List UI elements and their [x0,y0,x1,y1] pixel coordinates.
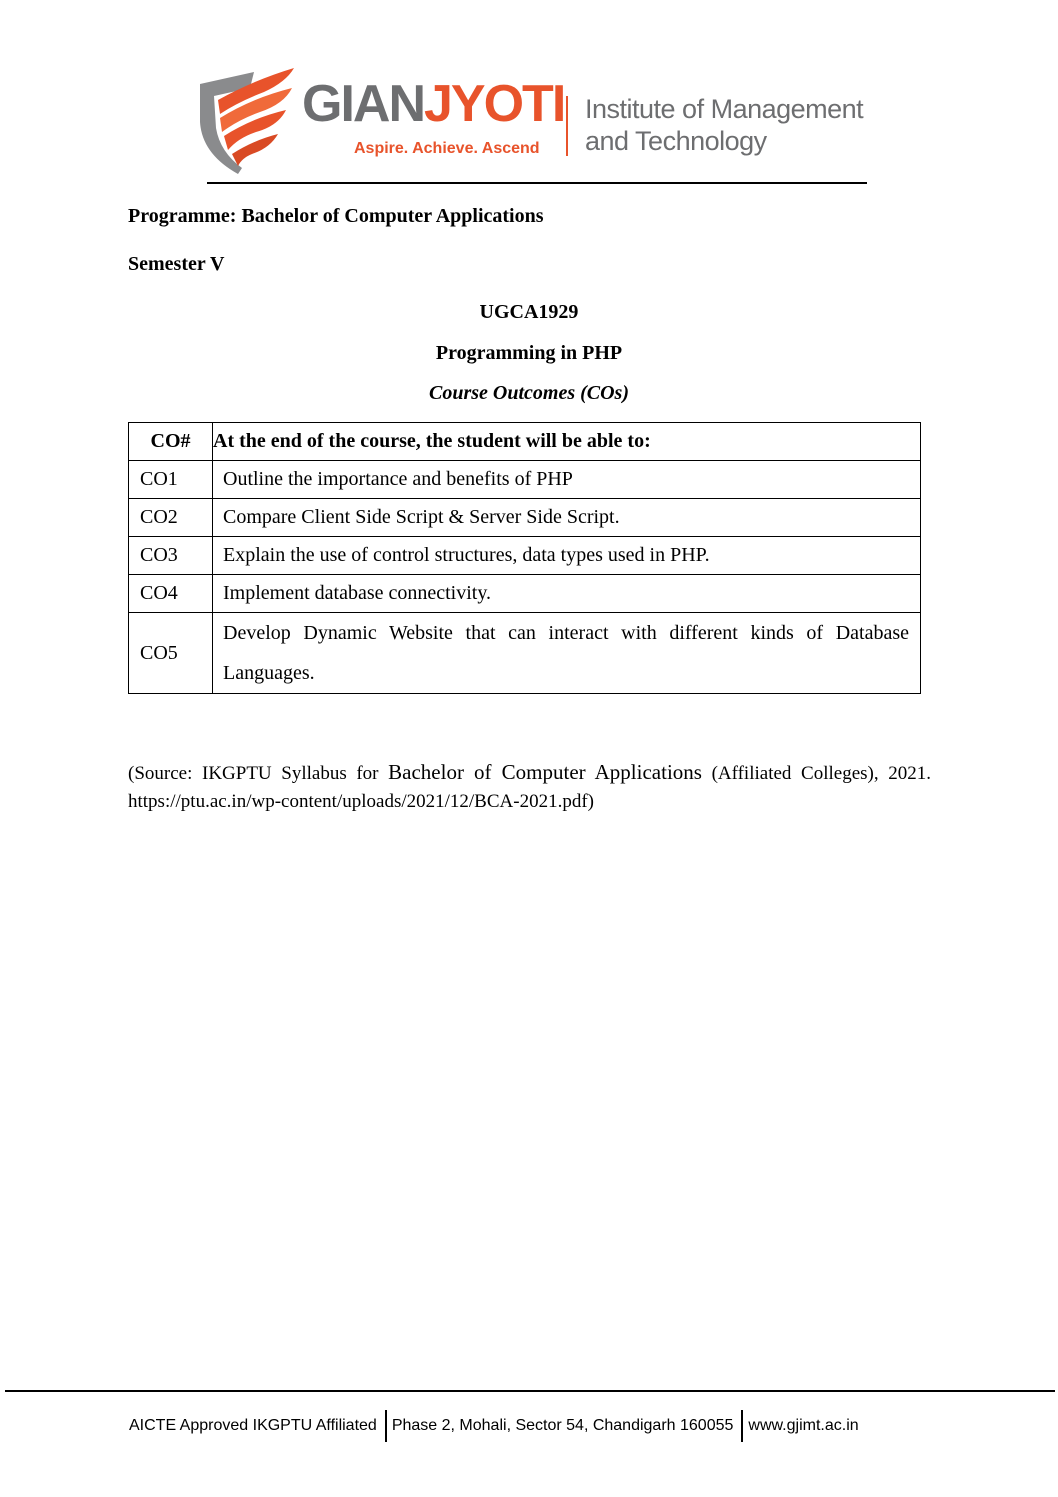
co-id-cell: CO4 [129,575,213,613]
institute-name-line2: and Technology [585,126,767,156]
co-id-cell: CO3 [129,537,213,575]
semester-line: Semester V [128,253,225,275]
outcomes-heading: Course Outcomes (COs) [428,382,629,404]
logo-tagline: Aspire. Achieve. Ascend [354,140,540,157]
course-code: UGCA1929 [479,301,579,323]
co-text-cell: Implement database connectivity. [213,575,921,613]
table-row [129,461,921,499]
table-row [129,613,921,694]
logo-divider [566,96,568,156]
column-header-outcome: At the end of the course, the student will be able to: [213,423,921,461]
co-id-cell: CO5 [129,613,213,694]
footer-address: Phase 2, Mohali, Sector 54, Chandigarh 160055 [391,1417,734,1434]
logo-wordmark: GIANJYOTI [302,75,565,133]
footer-separator [385,1410,387,1442]
institute-name-line1: Institute of Management [585,94,864,124]
source-citation [128,758,931,816]
course-title: Programming in PHP [435,342,623,364]
header-rule [207,182,867,184]
column-header-co: CO# [129,423,213,461]
programme-line: Programme: Bachelor of Computer Applications [128,205,544,227]
footer-rule [5,1390,1055,1392]
footer-separator [741,1410,743,1442]
footer-website: www.gjimt.ac.in [748,1417,859,1434]
course-outcomes-table [128,422,921,694]
source-suffix: (Affiliated Colleges), 2021. https://ptu.ac.in/wp-content/uploads/2021/12/BCA-2021.pdf) [128,763,931,812]
footer-affiliation: AICTE Approved IKGPTU Affiliated [129,1417,377,1434]
source-programme: Bachelor of Computer Applications [388,760,702,784]
table-row [129,537,921,575]
co-id-cell: CO1 [129,461,213,499]
page-footer [129,1410,859,1442]
table-row [129,575,921,613]
table-row [129,499,921,537]
source-prefix: (Source: IKGPTU Syllabus for [128,763,389,784]
institute-name [585,93,863,157]
co-text-cell: Develop Dynamic Website that can interact with different kinds of Database Languages. [213,613,921,694]
co-id-cell: CO2 [129,499,213,537]
co-text-cell: Outline the importance and benefits of PHP [213,461,921,499]
gianjyoti-shield-logo [194,66,298,176]
co-text-cell: Compare Client Side Script & Server Side Script. [213,499,921,537]
table-header-row [129,423,921,461]
co-text-cell: Explain the use of control structures, data types used in PHP. [213,537,921,575]
